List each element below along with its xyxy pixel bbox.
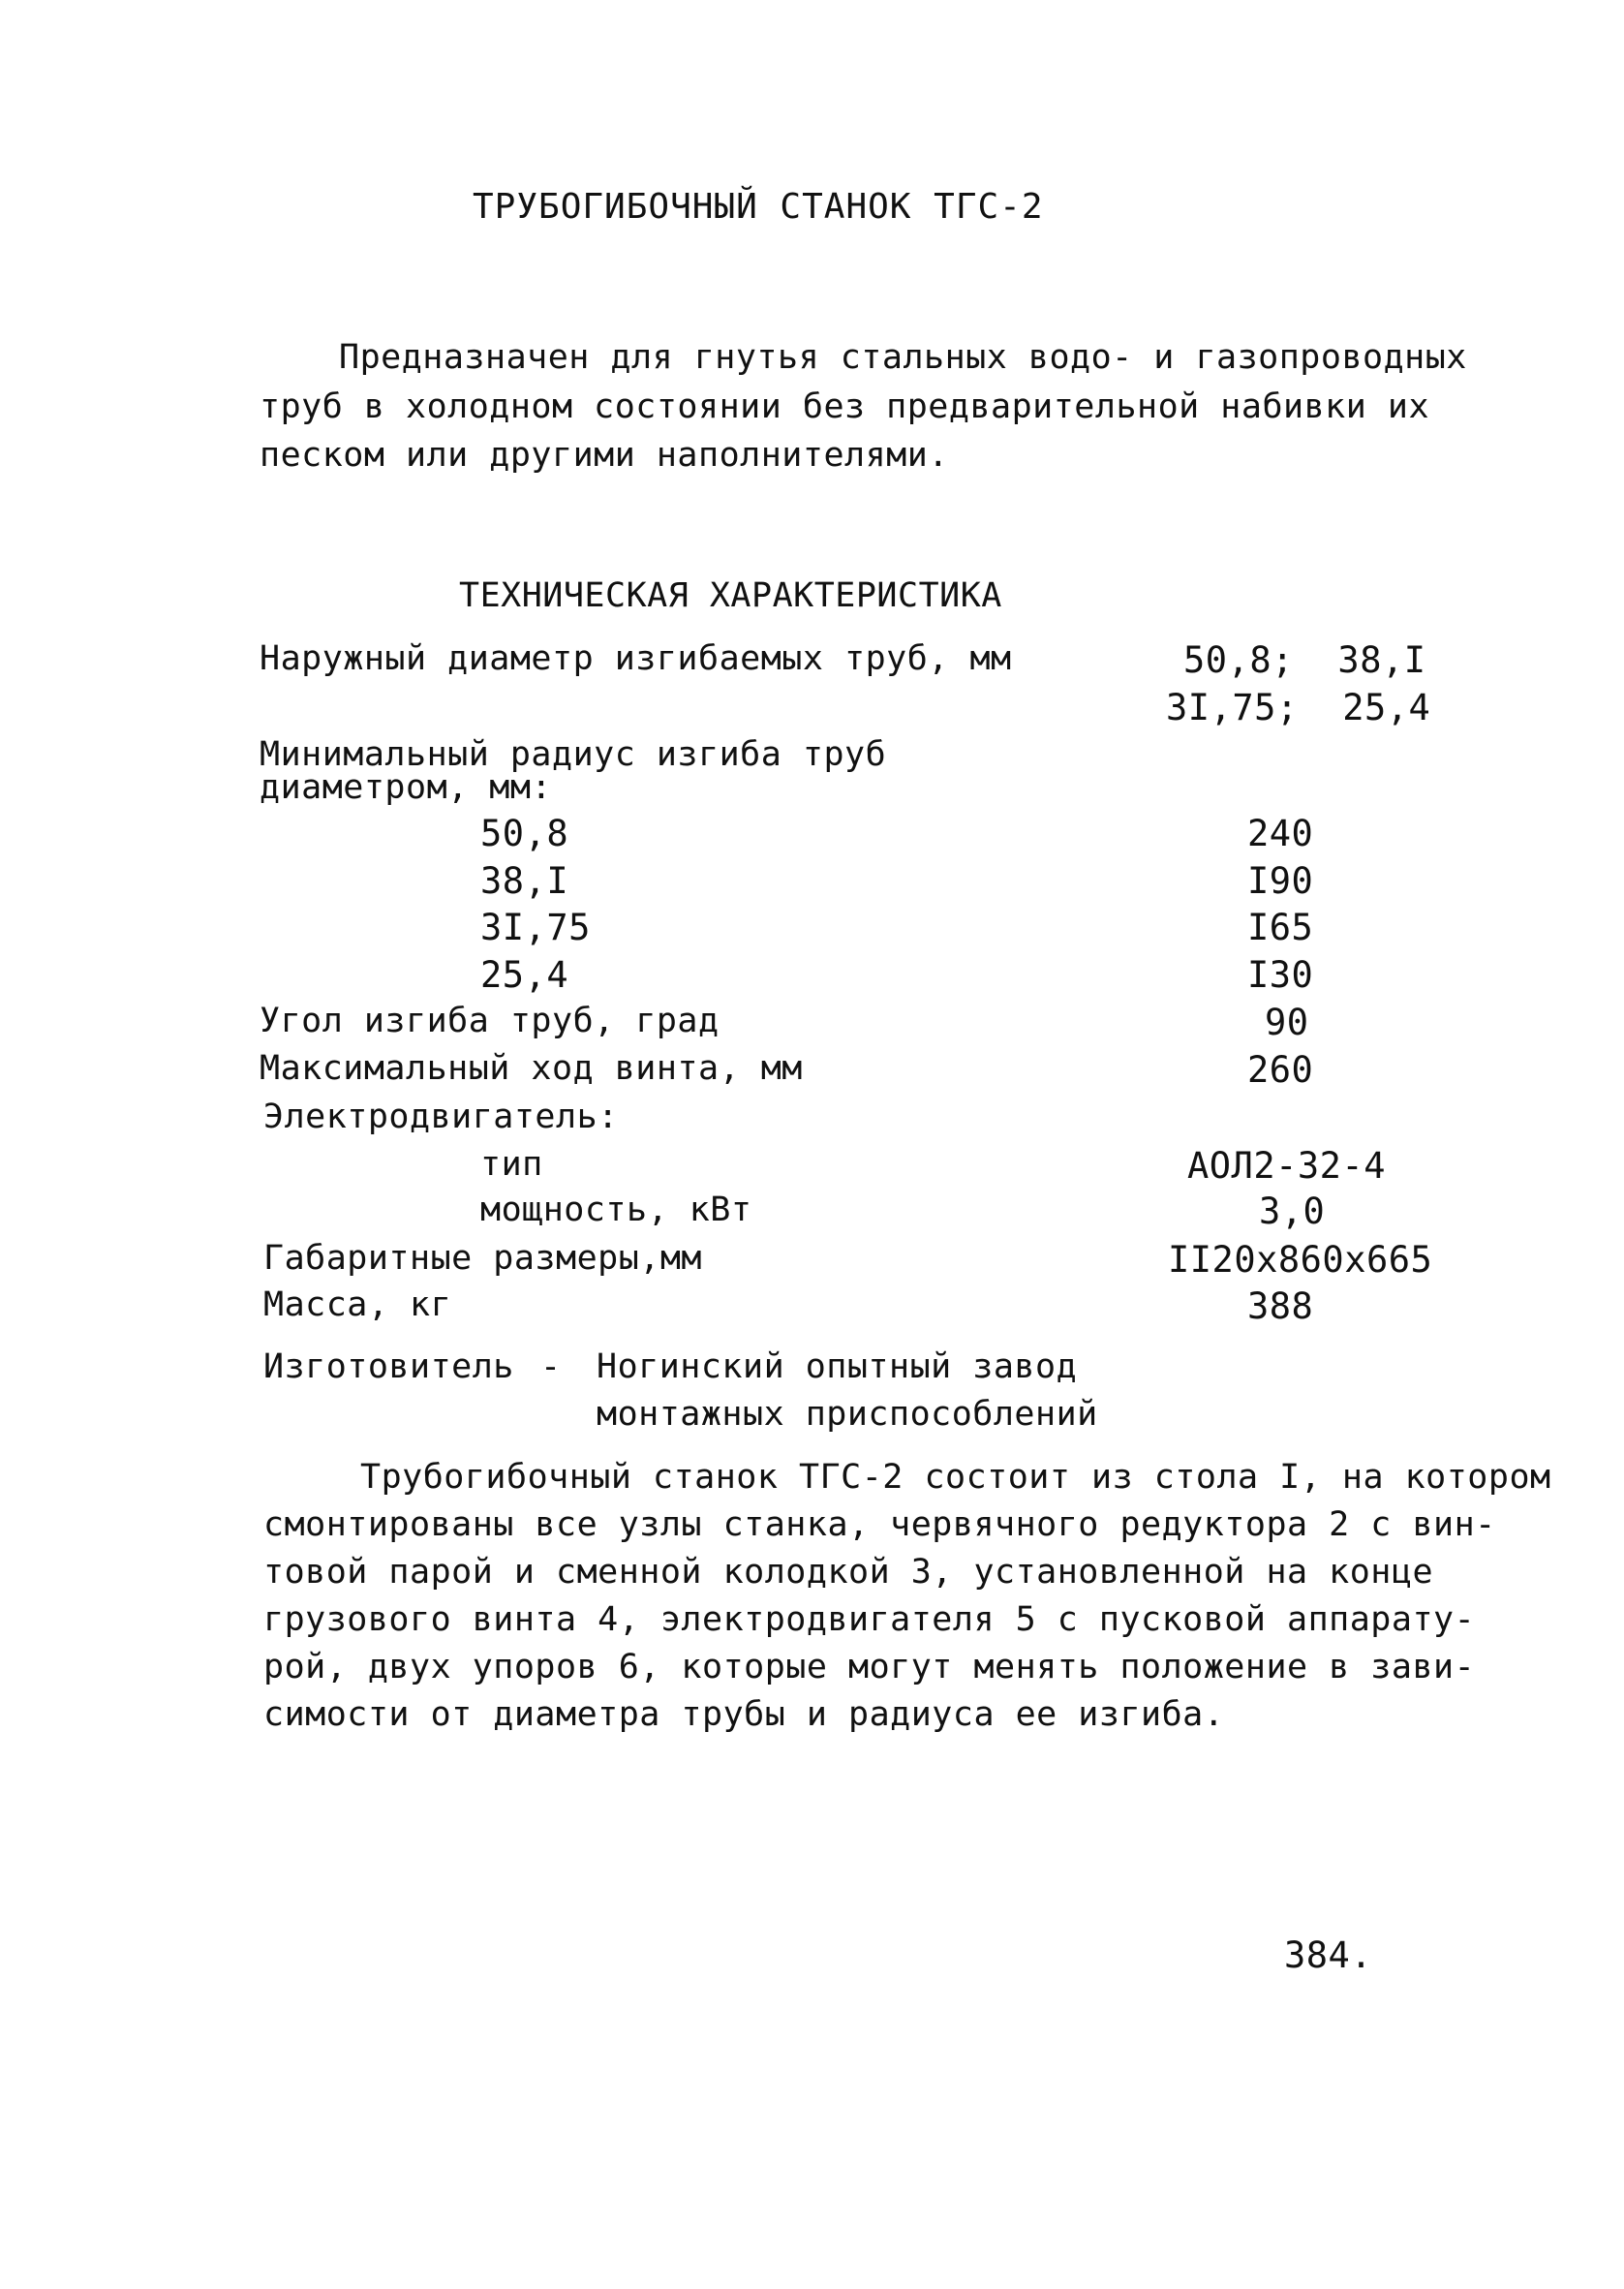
description-line-5: рой, двух упоров 6, которые могут менять положение в зави- bbox=[263, 1648, 1476, 1686]
bend-angle-label: Угол изгиба труб, град bbox=[260, 1002, 720, 1040]
mass-label: Масса, кг bbox=[263, 1285, 452, 1324]
document-title: ТРУБОГИБОЧНЫЙ СТАНОК ТГС-2 bbox=[473, 187, 1044, 227]
spec-heading: ТЕХНИЧЕСКАЯ ХАРАКТЕРИСТИКА bbox=[459, 576, 1002, 615]
radius-row-diameter: 38,I bbox=[480, 860, 569, 902]
motor-power-label: мощность, кВт bbox=[480, 1191, 752, 1229]
manufacturer-label: Изготовитель bbox=[263, 1347, 514, 1386]
max-stroke-label: Максимальный ход винта, мм bbox=[260, 1049, 803, 1088]
description-line-4: грузового винта 4, электродвигателя 5 с пусковой аппарату- bbox=[263, 1600, 1476, 1639]
min-radius-label-1: Минимальный радиус изгиба труб bbox=[260, 735, 887, 774]
radius-row-diameter: 3I,75 bbox=[480, 907, 591, 948]
description-line-3: товой парой и сменной колодкой 3, установленной на конце bbox=[263, 1553, 1434, 1592]
dimensions-value: II20x860x665 bbox=[1168, 1239, 1433, 1281]
intro-line-3: песком или другими наполнителями. bbox=[260, 436, 949, 475]
outer-diameter-value-2: 3I,75; 25,4 bbox=[1166, 687, 1431, 728]
manufacturer-name-line-1: Ногинский опытный завод bbox=[597, 1347, 1078, 1386]
outer-diameter-label: Наружный диаметр изгибаемых труб, мм bbox=[260, 639, 1012, 678]
intro-line-1: Предназначен для гнутья стальных водо- и газопроводных bbox=[339, 338, 1467, 377]
motor-power-value: 3,0 bbox=[1259, 1191, 1326, 1232]
dimensions-label: Габаритные размеры,мм bbox=[263, 1239, 703, 1278]
radius-row-diameter: 25,4 bbox=[480, 954, 569, 996]
motor-type-value: АОЛ2-32-4 bbox=[1187, 1145, 1386, 1187]
intro-line-2: труб в холодном состоянии без предварительной набивки их bbox=[260, 387, 1430, 426]
page-number: 384. bbox=[1284, 1934, 1373, 1976]
mass-value: 388 bbox=[1247, 1285, 1314, 1327]
manufacturer-dash: - bbox=[540, 1347, 562, 1386]
radius-row-value: I65 bbox=[1247, 907, 1314, 948]
radius-row-diameter: 50,8 bbox=[480, 813, 569, 854]
radius-row-value: I90 bbox=[1247, 860, 1314, 902]
motor-type-label: тип bbox=[480, 1145, 543, 1184]
description-line-6: симости от диаметра трубы и радиуса ее изгиба. bbox=[263, 1695, 1225, 1734]
outer-diameter-value-1: 50,8; 38,I bbox=[1183, 639, 1426, 681]
min-radius-label-2: диаметром, мм: bbox=[260, 768, 553, 807]
bend-angle-value: 90 bbox=[1265, 1002, 1309, 1043]
description-line-1: Трубогибочный станок ТГС-2 состоит из стола I, на котором bbox=[360, 1458, 1551, 1497]
radius-row-value: 240 bbox=[1247, 813, 1314, 854]
radius-row-value: I30 bbox=[1247, 954, 1314, 996]
description-line-2: смонтированы все узлы станка, червячного редуктора 2 с вин- bbox=[263, 1505, 1496, 1544]
manufacturer-name-line-2: монтажных приспособлений bbox=[597, 1395, 1098, 1434]
max-stroke-value: 260 bbox=[1247, 1049, 1314, 1091]
motor-label: Электродвигатель: bbox=[263, 1098, 619, 1136]
